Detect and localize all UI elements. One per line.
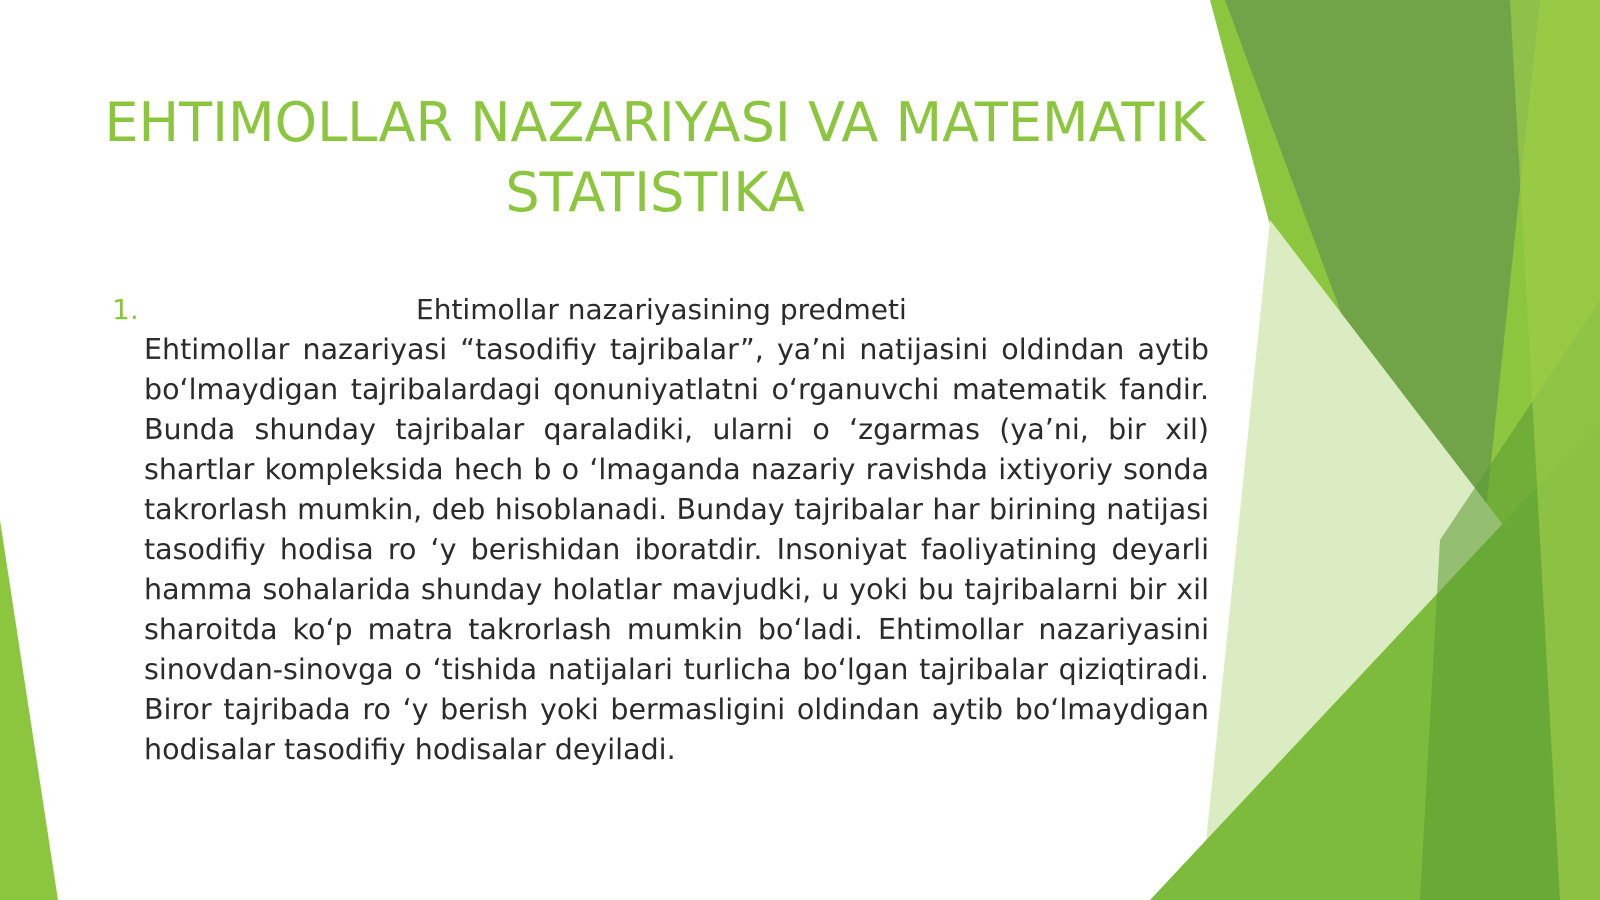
section-heading: Ehtimollar nazariyasining predmeti (416, 293, 907, 326)
list-number: 1. (112, 293, 139, 326)
left-green-sliver (0, 520, 58, 900)
title-line-1: EHTIMOLLAR NAZARIYASI VA MATEMATIK (104, 91, 1206, 154)
title-line-2: STATISTIKA (505, 161, 805, 224)
body-paragraph: Ehtimollar nazariyasi “tasodifiy tajribalar”, ya’ni natijasini oldindan aytib bo‘lmaydigan tajribalardagi qonuniyatlatni o‘rganuvchi matematik fandir. Bunda shunday tajribalar qaraladiki, ularni o ‘zgarmas (ya’ni, bir xil) shartlar kompleksida hech b o ‘lmaganda nazariy ravishda ixtiyoriy sonda takrorlash mumkin, deb hisoblanadi. Bunday tajribalar har birining natijasi tasodifiy hodisa ro ‘y berishidan iboratdir. Insoniyat faoliyatining deyarli hamma sohalarida shunday holatlar mavjudki, u yoki bu tajribalarni bir xil sharoitda ko‘p matra takrorlash mumkin bo‘ladi. Ehtimollar nazariyasini sinovdan-sinovga o ‘tishida natijalari turlicha bo‘lgan tajribalar qiziqtiradi. Biror tajribada ro ‘y berish yoki bermasligini oldindan aytib bo‘lmaydigan hodisalar tasodifiy hodisalar deyiladi. (144, 333, 1209, 766)
slide-title (90, 88, 1220, 228)
